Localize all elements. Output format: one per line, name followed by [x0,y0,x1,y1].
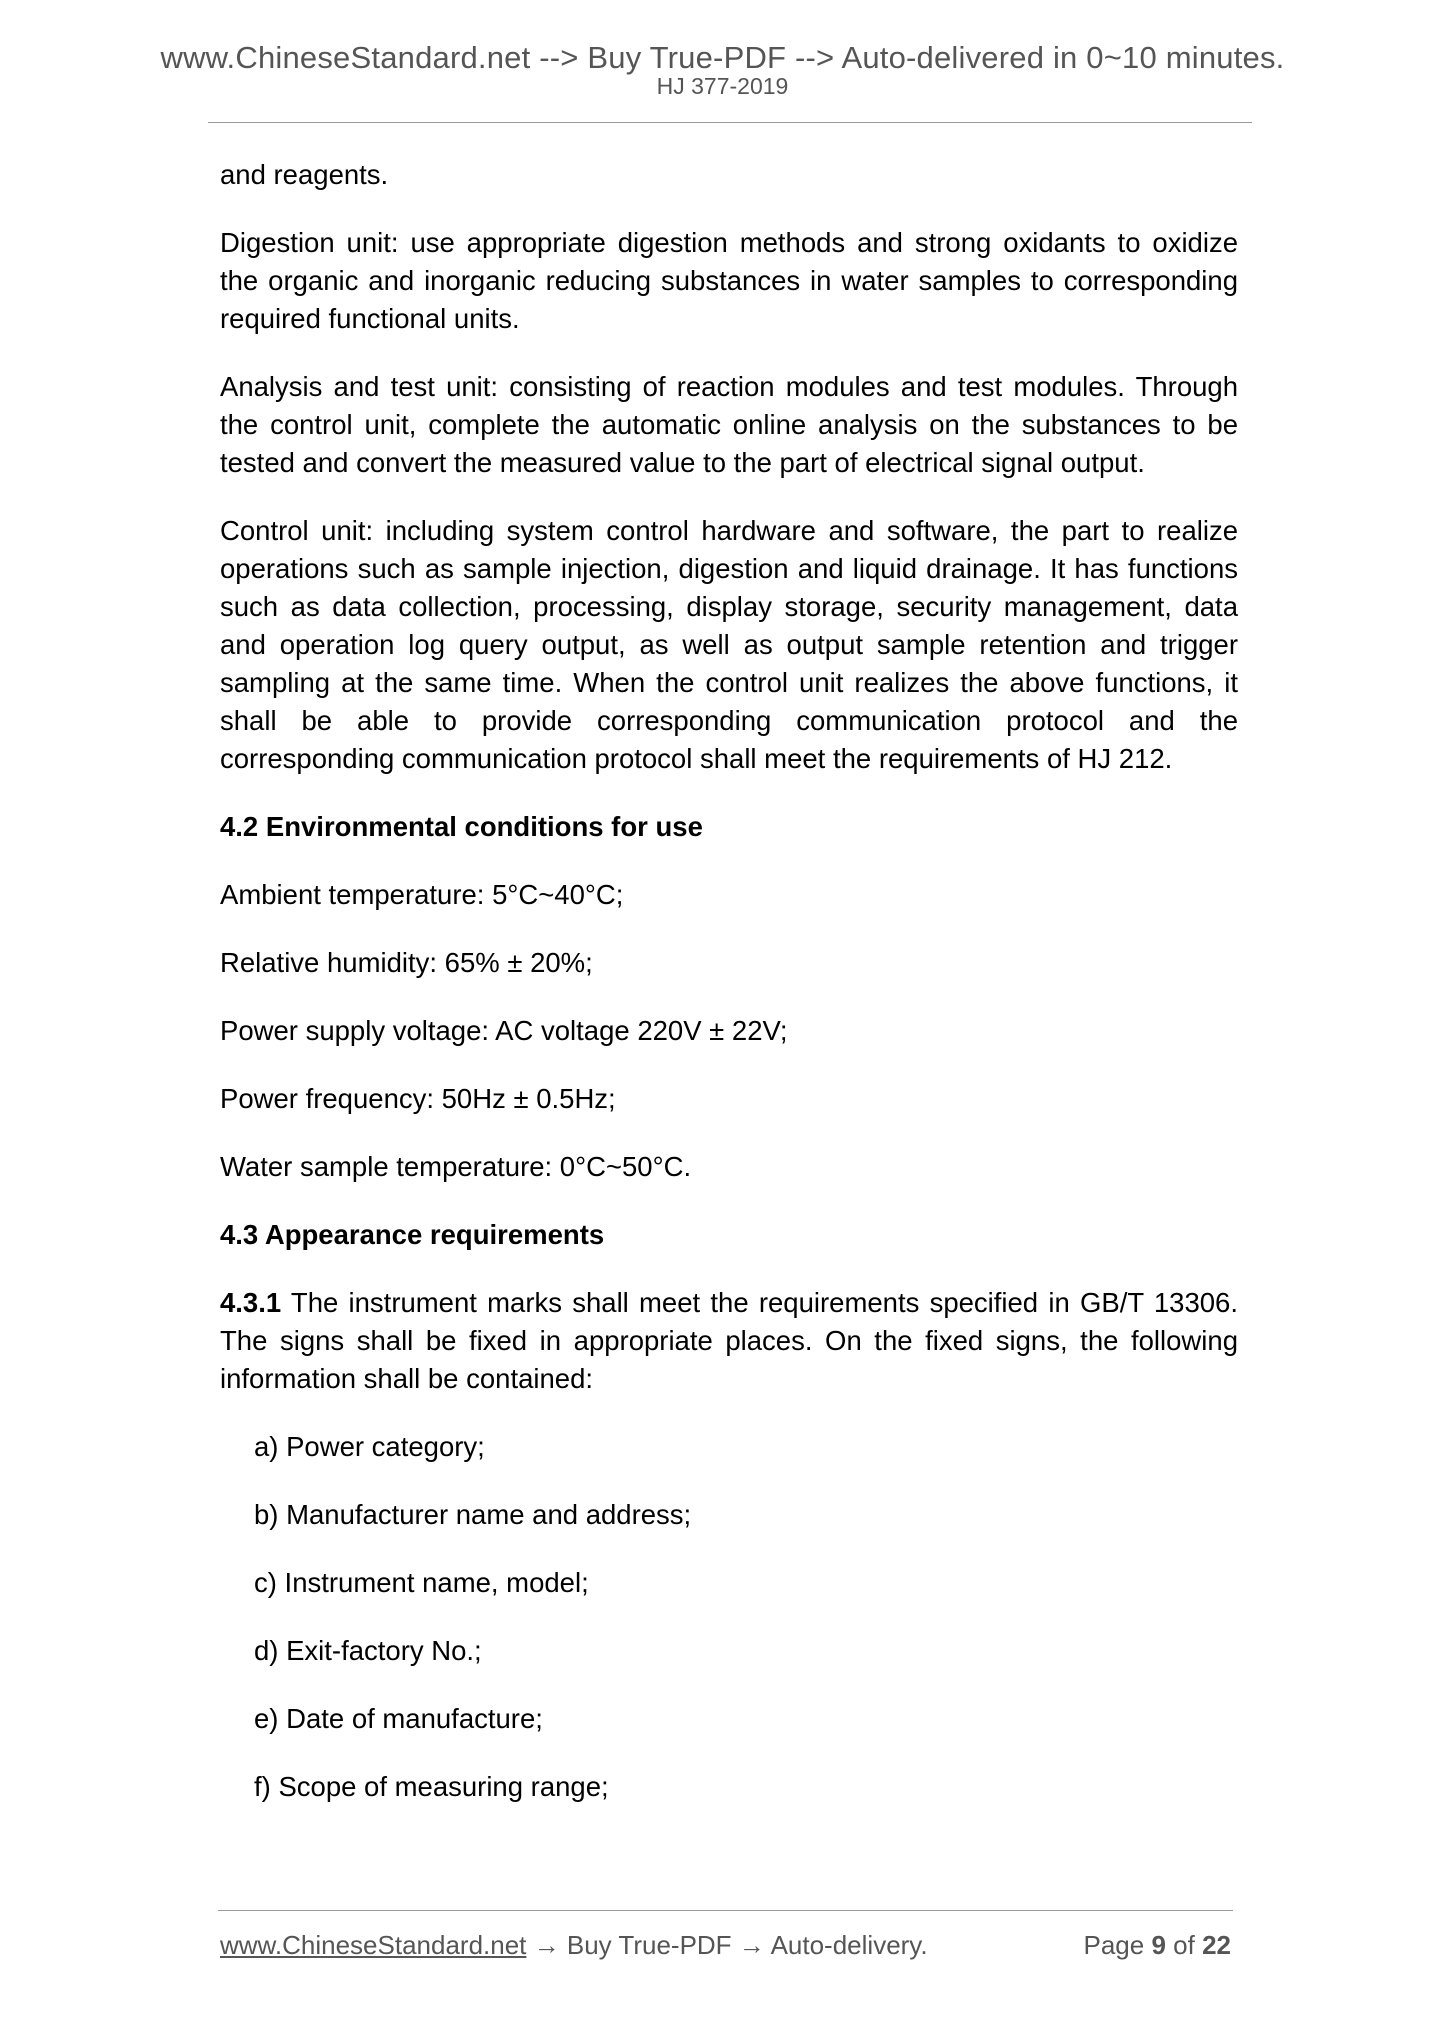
clause-4-3-1 [220,1284,1238,1398]
env-condition-item: Ambient temperature: 5°C~40°C; [220,879,624,910]
clause-number: 4.3.1 [220,1287,282,1318]
env-condition-item: Power supply voltage: AC voltage 220V ± 22V; [220,1015,788,1046]
env-condition-item: Water sample temperature: 0°C~50°C. [220,1151,692,1182]
list-item: b) Manufacturer name and address; [254,1499,692,1530]
list-item: e) Date of manufacture; [254,1703,543,1734]
document-code: HJ 377-2019 [656,73,789,99]
footer-tagline: → Buy True-PDF → Auto-delivery. [526,1930,928,1960]
header-divider [208,122,1252,123]
list-item: a) Power category; [254,1431,485,1462]
env-condition-item: Relative humidity: 65% ± 20%; [220,947,593,978]
section-heading-4-3: 4.3 Appearance requirements [220,1219,605,1250]
page-indicator [1083,1930,1231,1961]
page-body [220,156,1238,1836]
section-heading-4-2: 4.2 Environmental conditions for use [220,811,703,842]
list-item: d) Exit-factory No.; [254,1635,482,1666]
header-banner: www.ChineseStandard.net --> Buy True-PDF --> Auto-delivered in 0~10 minutes. [160,40,1285,75]
page-number: 9 [1151,1930,1166,1960]
page-total: 22 [1202,1930,1231,1960]
clause-text: The instrument marks shall meet the requirements specified in GB/T 13306. The signs shall be fixed in appropriate places. On the fixed signs, the following information shall be contained: [220,1287,1238,1394]
footer-note [220,1930,928,1961]
footer-divider [218,1910,1233,1911]
env-condition-item: Power frequency: 50Hz ± 0.5Hz; [220,1083,616,1114]
paragraph-continuation: and reagents. [220,159,389,190]
page-label: Page [1083,1930,1145,1960]
list-item: f) Scope of measuring range; [254,1771,609,1802]
paragraph-control-unit: Control unit: including system control hardware and software, the part to realize operations such as sample injection, digestion and liquid drainage. It has functions such as data collection, processing, display storage, security management, data and operation log query output, as well as output sample retention and trigger sampling at the same time. When the control unit realizes the above functions, it shall be able to provide corresponding communication protocol and the corresponding communication protocol shall meet the requirements of HJ 212. [220,515,1238,774]
of-label: of [1173,1930,1195,1960]
paragraph-analysis-unit: Analysis and test unit: consisting of reaction modules and test modules. Through the control unit, complete the automatic online analysis on the substances to be tested and convert the measured value to the part of electrical signal output. [220,371,1238,478]
footer-site-link[interactable]: www.ChineseStandard.net [220,1930,527,1960]
list-item: c) Instrument name, model; [254,1567,589,1598]
paragraph-digestion-unit: Digestion unit: use appropriate digestion methods and strong oxidants to oxidize the organic and inorganic reducing substances in water samples to corresponding required functional units. [220,227,1238,334]
